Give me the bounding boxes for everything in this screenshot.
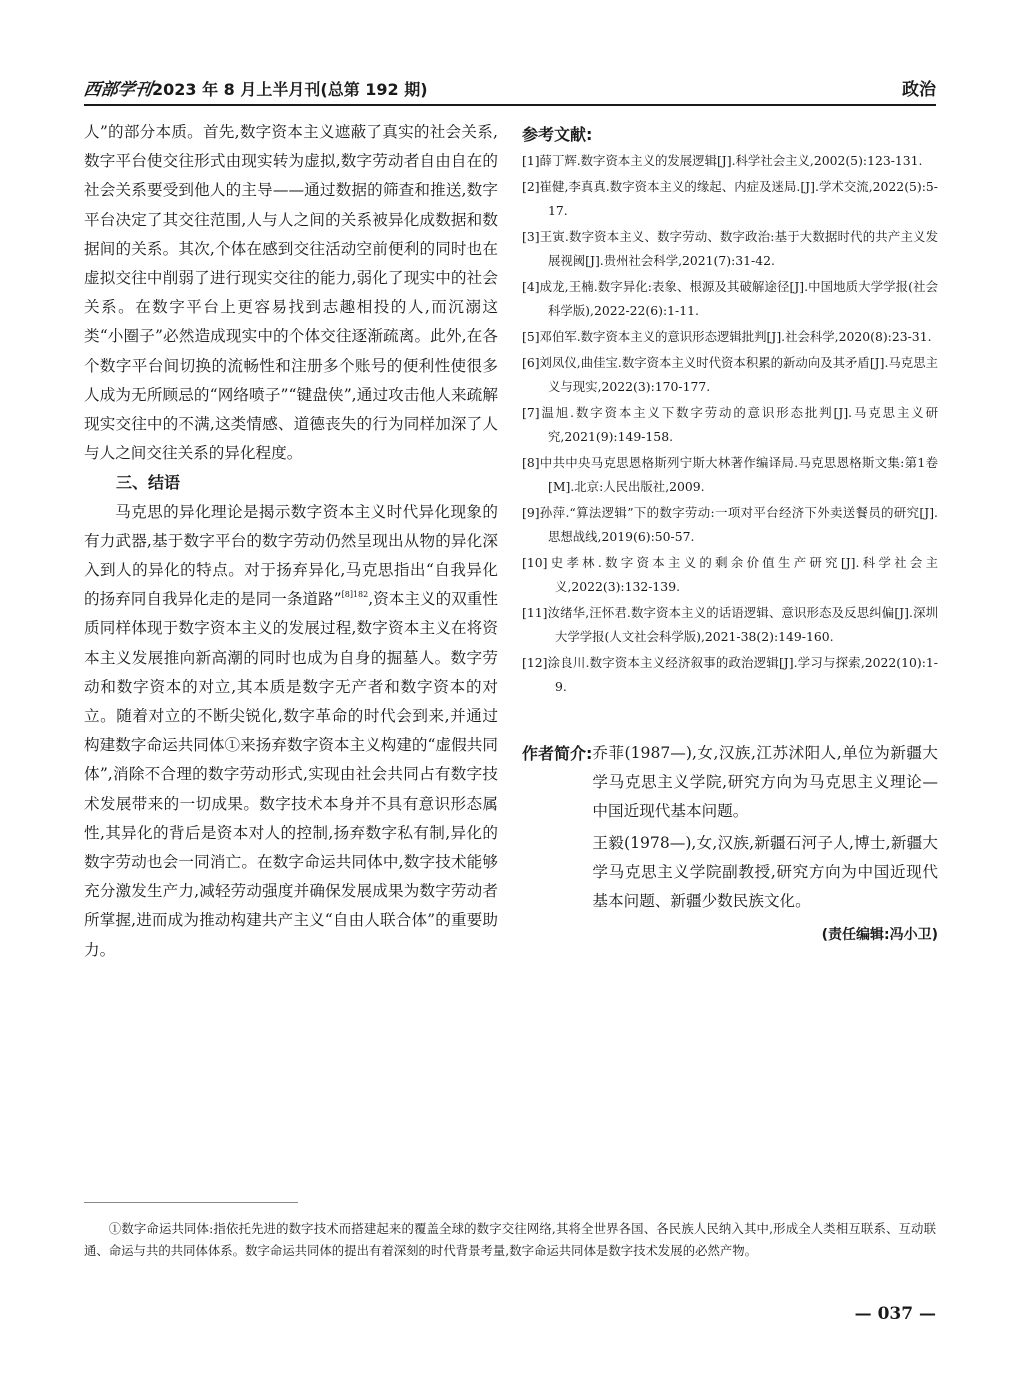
conclusion-text: 来扬弃数字资本主义构建的“虚假共同体”,消除不合理的数字劳动形式,实现由社会共同占有数字技术发展带来的一切成果。数字技术本身并不具有意识形态属性,其异化的背后是资本对人的控制,扬弃数字私有制,异化的数字劳动也会一同消亡。在数字命运共同体中,数字技术能够充分激发生产力,减轻劳动强度并确保发展成果为数字劳动者所掌握,进而成为推动构建共产主义“自由人联合体”的重要助力。 bbox=[84, 736, 498, 959]
header-left bbox=[84, 75, 428, 100]
page-number: — 037 — bbox=[854, 1304, 936, 1324]
reference-item: [1]薛丁辉.数字资本主义的发展逻辑[J].科学社会主义,2002(5):123-131. bbox=[522, 153, 923, 168]
reference-item: [2]崔健,李真真.数字资本主义的缘起、内症及迷局.[J].学术交流,2022(5):5-17. bbox=[522, 179, 938, 218]
author-bio-1: 乔菲(1987—),女,汉族,江苏沭阳人,单位为新疆大学马克思主义学院,研究方向为马克思主义理论—中国近现代基本问题。 bbox=[592, 744, 938, 821]
reference-item: [3]王寅.数字资本主义、数字劳动、数字政治:基于大数据时代的共产主义发展视阈[J].贵州社会科学,2021(7):31-42. bbox=[522, 229, 938, 268]
reference-item: [5]邓伯军.数字资本主义的意识形态逻辑批判[J].社会科学,2020(8):23-31. bbox=[522, 329, 932, 344]
footnote-marker: ① bbox=[224, 736, 241, 755]
section-heading: 三、结语 bbox=[116, 473, 181, 493]
reference-item: [6]刘凤仪,曲佳宝.数字资本主义时代资本积累的新动向及其矛盾[J].马克思主义与现实,2022(3):170-177. bbox=[522, 355, 938, 394]
running-header bbox=[84, 72, 936, 106]
footnote: ①数字命运共同体:指依托先进的数字技术而搭建起来的覆盖全球的数字交往网络,其将全世界各国、各民族人民纳入其中,形成全人类相互联系、互动联通、命运与共的共同体体系。数字命运共同体的提出有着深刻的时代背景考量,数字命运共同体是数字技术发展的必然产物。 bbox=[84, 1221, 936, 1258]
references-title: 参考文献: bbox=[522, 125, 593, 144]
reference-list bbox=[522, 149, 938, 699]
conclusion-text: ,资本主义的双重性质同样体现于数字资本主义的发展过程,数字资本主义在将资本主义发展推向新高潮的同时也成为自身的掘墓人。数字劳动和数字资本的对立,其本质是数字无产者和数字资本的对立。随着对立的不断尖锐化,数字革命的时代会到来,并通过构建数字命运共同体 bbox=[84, 590, 498, 755]
body-paragraph: 人”的部分本质。首先,数字资本主义遮蔽了真实的社会关系,数字平台使交往形式由现实转为虚拟,数字劳动者自由自在的社会关系要受到他人的主导——通过数据的筛查和推送,数字平台决定了其交往范围,人与人之间的关系被异化成数据和数据间的关系。其次,个体在感到交往活动空前便利的同时也在虚拟交往中削弱了进行现实交往的能力,弱化了现实中的社会关系。在数字平台上更容易找到志趣相投的人,而沉溺这类“小圈子”必然造成现实中的个体交往逐渐疏离。此外,在各个数字平台间切换的流畅性和注册多个账号的便利性使很多人成为无所顾忌的“网络喷子”“键盘侠”,通过攻击他人来疏解现实交往中的不满,这类情感、道德丧失的行为同样加深了人与人之间交往关系的异化程度。 bbox=[84, 123, 498, 463]
reference-item: [8]中共中央马克思恩格斯列宁斯大林著作编译局.马克思恩格斯文集:第1卷[M].北京:人民出版社,2009. bbox=[522, 455, 938, 494]
citation-superscript: [8]182 bbox=[341, 590, 369, 600]
author-bio bbox=[522, 739, 938, 918]
section-name: 政治 bbox=[902, 80, 936, 100]
reference-item: [9]孙萍.“算法逻辑”下的数字劳动:一项对平台经济下外卖送餐员的研究[J].思想战线,2019(6):50-57. bbox=[522, 505, 938, 544]
left-column bbox=[84, 118, 498, 965]
reference-item: [7]温旭.数字资本主义下数字劳动的意识形态批判[J].马克思主义研究,2021(9):149-158. bbox=[522, 405, 938, 444]
conclusion-text: 马克思的异化理论是揭示数字资本主义时代异化现象的有力武器,基于数字平台的数字劳动仍然呈现出从物的异化深入到人的异化的特点。对于扬弃异化,马克思指出“自我异化的扬弃同自我异化走的是同一条道路” bbox=[84, 502, 498, 609]
author-bio-label: 作者简介: bbox=[522, 744, 593, 763]
footnote-divider bbox=[84, 1202, 298, 1203]
reference-item: [4]成龙,王楠.数字异化:表象、根源及其破解途径[J].中国地质大学学报(社会科学版),2022-22(6):1-11. bbox=[522, 279, 938, 318]
conclusion-paragraph bbox=[84, 498, 498, 965]
reference-item: [12]涂良川.数字资本主义经济叙事的政治逻辑[J].学习与探索,2022(10):1-9. bbox=[522, 655, 938, 694]
issue-info: 2023 年 8 月上半月刊(总第 192 期) bbox=[152, 80, 428, 99]
right-column bbox=[522, 118, 938, 944]
reference-item: [10]史孝林.数字资本主义的剩余价值生产研究[J].科学社会主义,2022(3):132-139. bbox=[522, 555, 938, 594]
reference-item: [11]汝绪华,汪怀君.数字资本主义的话语逻辑、意识形态及反思纠偏[J].深圳大学学报(人文社会科学版),2021-38(2):149-160. bbox=[522, 605, 938, 644]
author-bio-texts bbox=[592, 739, 938, 918]
author-bio-2: 王毅(1978—),女,汉族,新疆石河子人,博士,新疆大学马克思主义学院副教授,研究方向为中国近现代基本问题、新疆少数民族文化。 bbox=[592, 833, 938, 911]
journal-logo: 西部学刊 bbox=[82, 80, 154, 100]
responsible-editor: (责任编辑:冯小卫) bbox=[821, 927, 938, 944]
